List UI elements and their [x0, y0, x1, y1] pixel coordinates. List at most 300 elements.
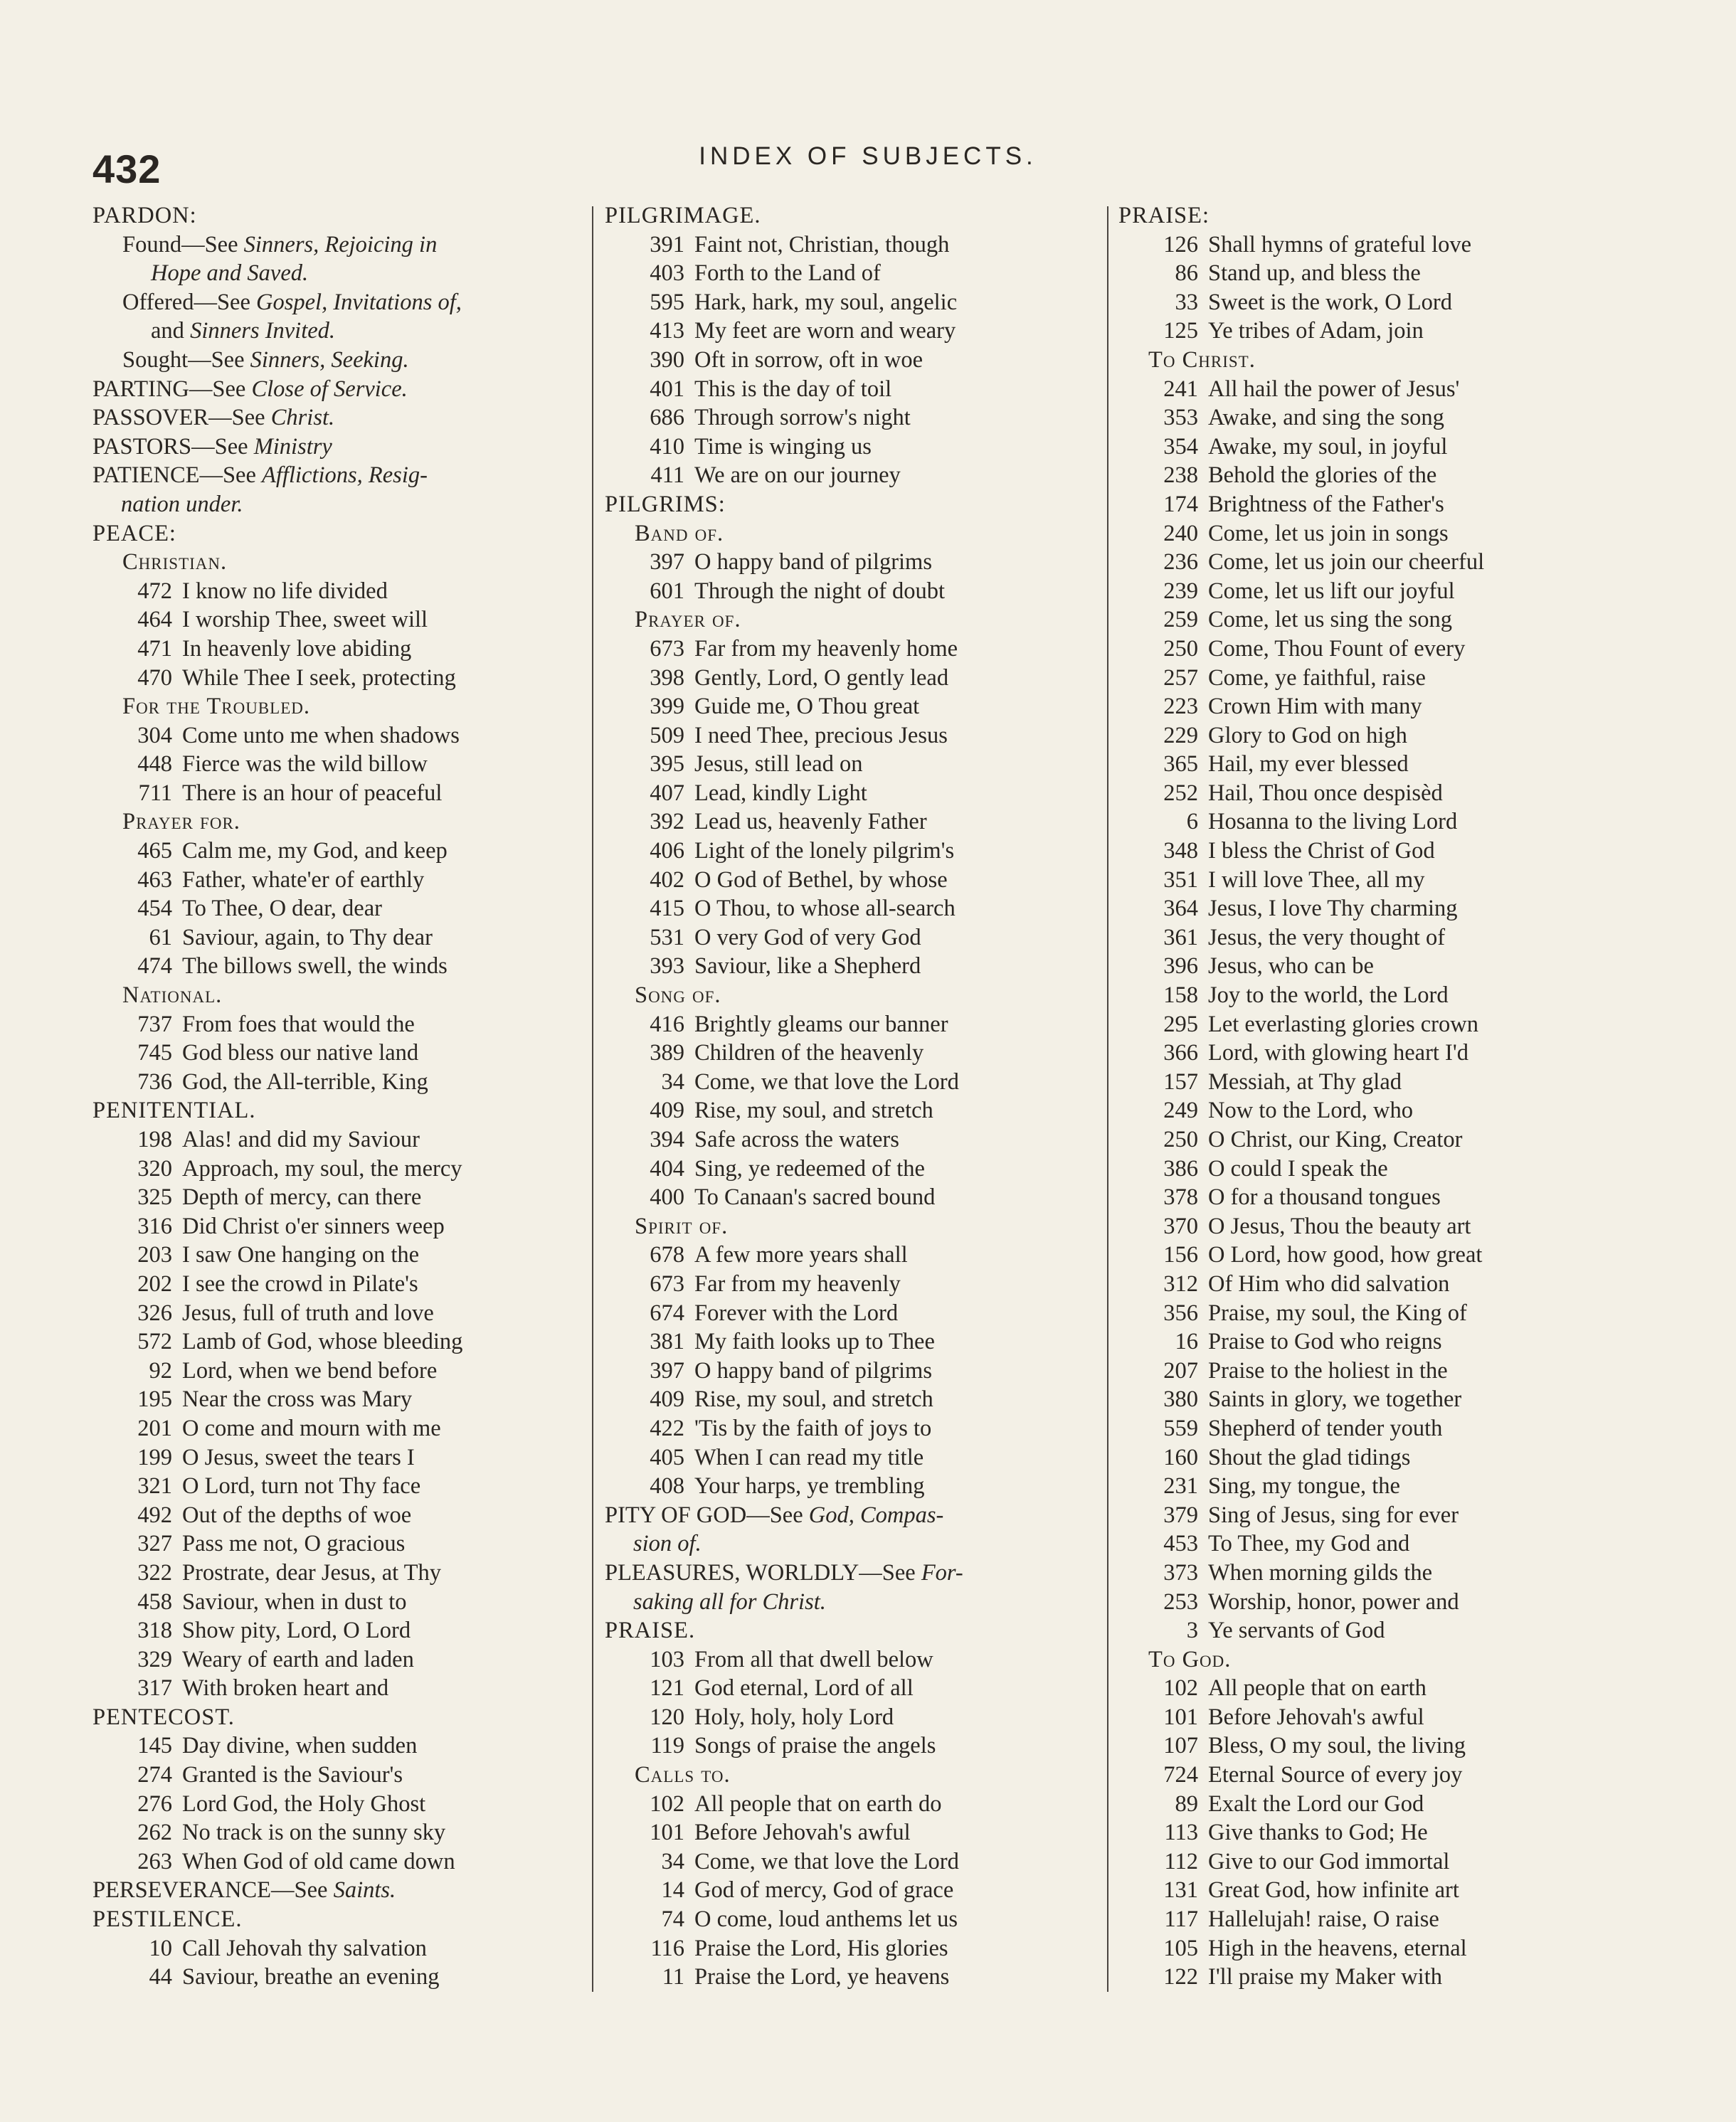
hymn-first-line: All hail the power of Jesus' — [1208, 376, 1460, 402]
hymn-entry — [605, 375, 1103, 404]
hymn-entry — [605, 461, 1103, 490]
cross-reference — [92, 230, 591, 288]
hymn-number: 724 — [1163, 1762, 1198, 1788]
hymn-first-line: Lead, kindly Light — [694, 780, 867, 806]
hymn-first-line: Day divine, when sudden — [182, 1733, 418, 1759]
hymn-first-line: Through the night of doubt — [694, 578, 946, 604]
hymn-entry — [1118, 1472, 1616, 1501]
subheading: Prayer for. — [122, 809, 240, 835]
hymn-entry — [605, 1299, 1103, 1328]
hymn-entry — [1118, 548, 1616, 577]
hymn-first-line: Out of the depths of woe — [182, 1502, 412, 1528]
hymn-entry — [605, 635, 1103, 664]
hymn-entry — [92, 1963, 591, 1992]
hymn-entry — [605, 1847, 1103, 1877]
hymn-number: 448 — [137, 751, 172, 778]
hymn-number: 389 — [650, 1040, 684, 1066]
hymn-first-line: Praise to God who reigns — [1208, 1329, 1442, 1355]
hymn-first-line: There is an hour of peaceful — [182, 780, 443, 806]
hymn-first-line: Brightness of the Father's — [1208, 491, 1444, 517]
hymn-first-line: Sing, my tongue, the — [1208, 1473, 1400, 1500]
hymn-number: 112 — [1164, 1848, 1198, 1874]
hymn-number: 317 — [137, 1675, 172, 1702]
reference-lead: Sought—See — [122, 346, 250, 373]
hymn-number: 736 — [137, 1068, 172, 1095]
page-title: INDEX OF SUBJECTS. — [699, 142, 1037, 170]
hymn-number: 34 — [661, 1068, 684, 1095]
hymn-number: 386 — [1163, 1155, 1198, 1182]
hymn-number: 601 — [650, 578, 684, 604]
hymn-number: 236 — [1163, 549, 1198, 575]
hymn-entry — [605, 1183, 1103, 1212]
hymn-entry — [605, 403, 1103, 433]
hymn-number: 3 — [1186, 1618, 1198, 1644]
hymn-entry — [605, 1068, 1103, 1097]
column-divider — [592, 206, 593, 1992]
hymn-entry — [1118, 866, 1616, 895]
hymn-entry — [1118, 1299, 1616, 1328]
hymn-number: 711 — [138, 780, 172, 806]
hymn-number: 458 — [137, 1588, 172, 1615]
hymn-entry — [605, 288, 1103, 317]
hymn-first-line: Far from my heavenly — [694, 1270, 901, 1297]
hymn-first-line: Come, ye faithful, raise — [1208, 664, 1426, 691]
hymn-entry — [1118, 952, 1616, 981]
hymn-first-line: O God of Bethel, by whose — [694, 866, 948, 893]
hymn-entry — [1118, 807, 1616, 837]
hymn-entry — [1118, 433, 1616, 462]
hymn-first-line: When I can read my title — [694, 1444, 924, 1470]
reference-target: Sinners Invited. — [190, 318, 336, 344]
subheading: Prayer of. — [635, 607, 741, 633]
hymn-number: 403 — [650, 260, 684, 287]
hymn-number: 131 — [1163, 1877, 1198, 1904]
hymn-number: 174 — [1163, 491, 1198, 517]
hymn-entry — [92, 1847, 591, 1877]
reference-continuation — [605, 1529, 1103, 1559]
hymn-entry — [92, 1645, 591, 1675]
subject-heading: PRAISE: — [1118, 203, 1210, 228]
hymn-number: 380 — [1163, 1386, 1198, 1413]
hymn-first-line: Children of the heavenly — [694, 1040, 924, 1066]
hymn-first-line: I worship Thee, sweet will — [182, 607, 428, 633]
hymn-entry — [605, 346, 1103, 375]
hymn-first-line: Depth of mercy, can there — [182, 1184, 422, 1211]
hymn-number: 223 — [1163, 694, 1198, 720]
hymn-first-line: To Thee, my God and — [1208, 1531, 1410, 1557]
hymn-entry — [605, 1731, 1103, 1761]
reference-continuation — [122, 259, 591, 288]
hymn-first-line: I see the crowd in Pilate's — [182, 1270, 418, 1297]
cross-reference — [92, 346, 591, 375]
hymn-entry — [92, 1472, 591, 1501]
hymn-first-line: Praise the Lord, ye heavens — [694, 1964, 950, 1990]
hymn-number: 397 — [650, 549, 684, 575]
hymn-number: 394 — [650, 1127, 684, 1152]
hymn-number: 318 — [137, 1618, 172, 1644]
hymn-entry — [92, 577, 591, 606]
hymn-entry — [1118, 1529, 1616, 1559]
hymn-number: 320 — [137, 1155, 172, 1182]
hymn-first-line: Hosanna to the living Lord — [1208, 809, 1458, 835]
subject-heading: PILGRIMAGE. — [605, 203, 761, 228]
hymn-first-line: Guide me, O Thou great — [694, 694, 920, 720]
hymn-entry — [1118, 1270, 1616, 1299]
hymn-entry — [92, 1559, 591, 1588]
hymn-entry — [92, 1529, 591, 1559]
reference-lead: PASSOVER—See — [92, 405, 271, 431]
hymn-entry — [605, 837, 1103, 866]
hymn-entry — [1118, 635, 1616, 664]
reference-target: Christ. — [270, 405, 335, 431]
hymn-first-line: Worship, honor, power and — [1208, 1588, 1459, 1615]
hymn-first-line: Lord, with glowing heart I'd — [1208, 1040, 1468, 1066]
hymn-number: 312 — [1163, 1270, 1198, 1297]
hymn-first-line: We are on our journey — [694, 462, 901, 489]
hymn-entry — [92, 1068, 591, 1097]
hymn-entry — [1118, 375, 1616, 404]
hymn-first-line: Come, we that love the Lord — [694, 1068, 959, 1095]
index-column-1 — [92, 201, 591, 1992]
hymn-entry — [1118, 1818, 1616, 1847]
reference-lead: Found—See — [122, 231, 244, 258]
hymn-first-line: My feet are worn and weary — [694, 318, 956, 344]
hymn-number: 373 — [1163, 1559, 1198, 1586]
hymn-number: 325 — [137, 1184, 172, 1211]
reference-target: Saints. — [333, 1877, 396, 1904]
hymn-number: 400 — [650, 1184, 684, 1211]
hymn-entry — [605, 577, 1103, 606]
hymn-number: 370 — [1163, 1213, 1198, 1239]
hymn-first-line: Saviour, like a Shepherd — [694, 953, 921, 980]
hymn-entry — [92, 1443, 591, 1473]
hymn-entry — [605, 1963, 1103, 1992]
hymn-entry — [92, 1616, 591, 1645]
hymn-entry — [92, 1588, 591, 1617]
subject-heading: PENTECOST. — [92, 1704, 235, 1730]
reference-target: Close of Service. — [251, 376, 408, 402]
reference-target: Hope and Saved. — [151, 260, 309, 287]
index-column-2 — [605, 201, 1103, 1992]
reference-lead: PARTING—See — [92, 376, 252, 402]
hymn-number: 231 — [1163, 1473, 1198, 1500]
hymn-entry — [605, 894, 1103, 923]
hymn-entry — [605, 230, 1103, 260]
subheading: Spirit of. — [635, 1213, 729, 1239]
hymn-entry — [92, 1039, 591, 1068]
hymn-entry — [1118, 1212, 1616, 1241]
hymn-number: 241 — [1163, 376, 1198, 402]
hymn-number: 74 — [661, 1906, 684, 1933]
hymn-number: 102 — [1163, 1675, 1198, 1702]
hymn-entry — [605, 1125, 1103, 1155]
hymn-first-line: Sing, ye redeemed of the — [694, 1155, 925, 1182]
hymn-number: 678 — [650, 1242, 684, 1268]
hymn-entry — [92, 1934, 591, 1963]
hymn-entry — [1118, 1327, 1616, 1357]
hymn-number: 404 — [650, 1155, 684, 1182]
hymn-first-line: Safe across the waters — [694, 1127, 899, 1152]
hymn-number: 119 — [650, 1733, 684, 1759]
hymn-number: 392 — [650, 809, 684, 835]
hymn-number: 274 — [137, 1762, 172, 1788]
hymn-entry — [1118, 664, 1616, 693]
hymn-first-line: All people that on earth — [1208, 1675, 1427, 1702]
hymn-number: 413 — [650, 318, 684, 344]
hymn-number: 102 — [650, 1791, 684, 1817]
hymn-first-line: From all that dwell below — [694, 1646, 933, 1672]
subject-heading: PESTILENCE. — [92, 1906, 243, 1933]
hymn-number: 295 — [1163, 1011, 1198, 1037]
hymn-number: 398 — [650, 664, 684, 691]
hymn-entry — [92, 1270, 591, 1299]
cross-reference — [92, 433, 591, 462]
hymn-number: 44 — [149, 1964, 172, 1990]
page-number: 432 — [92, 147, 162, 191]
hymn-first-line: Pass me not, O gracious — [182, 1531, 406, 1557]
hymn-entry — [92, 837, 591, 866]
hymn-first-line: Time is winging us — [694, 433, 872, 460]
hymn-number: 203 — [137, 1242, 172, 1268]
hymn-first-line: Behold the glories of the — [1208, 462, 1437, 489]
hymn-first-line: Brightly gleams our banner — [694, 1011, 948, 1037]
hymn-number: 263 — [137, 1848, 172, 1874]
hymn-number: 259 — [1163, 607, 1198, 633]
hymn-entry — [605, 1703, 1103, 1732]
hymn-first-line: Give thanks to God; He — [1208, 1820, 1428, 1846]
hymn-first-line: O Lord, turn not Thy face — [182, 1473, 421, 1500]
hymn-entry — [1118, 490, 1616, 519]
hymn-entry — [1118, 461, 1616, 490]
hymn-first-line: Fierce was the wild billow — [182, 751, 428, 778]
hymn-number: 559 — [1163, 1415, 1198, 1441]
hymn-entry — [1118, 1096, 1616, 1125]
hymn-number: 686 — [650, 405, 684, 431]
hymn-number: 409 — [650, 1386, 684, 1413]
hymn-number: 326 — [137, 1300, 172, 1326]
hymn-entry — [1118, 577, 1616, 606]
hymn-entry — [92, 1212, 591, 1241]
hymn-entry — [1118, 1934, 1616, 1963]
reference-target: saking all for Christ. — [633, 1588, 826, 1615]
hymn-number: 674 — [650, 1300, 684, 1326]
reference-target: Ministry — [253, 433, 332, 460]
hymn-first-line: Saints in glory, we together — [1208, 1386, 1462, 1413]
hymn-number: 391 — [650, 231, 684, 258]
hymn-number: 304 — [137, 722, 172, 748]
hymn-first-line: Come unto me when shadows — [182, 722, 460, 748]
hymn-entry — [1118, 1068, 1616, 1097]
hymn-first-line: Rise, my soul, and stretch — [694, 1098, 933, 1124]
hymn-first-line: O happy band of pilgrims — [694, 549, 932, 575]
hymn-entry — [605, 1155, 1103, 1184]
hymn-first-line: This is the day of toil — [694, 376, 892, 402]
reference-target: sion of. — [633, 1531, 702, 1557]
hymn-first-line: Bless, O my soul, the living — [1208, 1733, 1466, 1759]
hymn-number: 117 — [1164, 1906, 1198, 1933]
hymn-first-line: When morning gilds the — [1208, 1559, 1433, 1586]
hymn-number: 249 — [1163, 1098, 1198, 1124]
hymn-entry — [605, 548, 1103, 577]
hymn-first-line: I need Thee, precious Jesus — [694, 722, 948, 748]
hymn-first-line: Songs of praise the angels — [694, 1733, 936, 1759]
hymn-entry — [1118, 1357, 1616, 1386]
hymn-entry — [92, 1790, 591, 1819]
hymn-number: 10 — [149, 1935, 172, 1961]
hymn-number: 416 — [650, 1011, 684, 1037]
hymn-first-line: Approach, my soul, the mercy — [182, 1155, 462, 1182]
hymn-first-line: O very God of very God — [694, 924, 921, 950]
hymn-first-line: O come, loud anthems let us — [694, 1906, 958, 1933]
hymn-entry — [605, 1645, 1103, 1675]
hymn-number: 509 — [650, 722, 684, 748]
hymn-first-line: Come, let us join our cheerful — [1208, 549, 1485, 575]
hymn-first-line: Eternal Source of every joy — [1208, 1762, 1463, 1788]
hymn-first-line: Hallelujah! raise, O raise — [1208, 1906, 1439, 1933]
hymn-number: 422 — [650, 1415, 684, 1441]
subheading: To Christ. — [1148, 346, 1256, 373]
hymn-number: 673 — [650, 635, 684, 662]
hymn-first-line: Forever with the Lord — [694, 1300, 899, 1326]
reference-target: God, Compas- — [808, 1502, 944, 1528]
hymn-number: 745 — [137, 1040, 172, 1066]
reference-target: Gospel, Invitations of, — [256, 289, 462, 315]
hymn-first-line: Hail, my ever blessed — [1208, 751, 1409, 778]
hymn-number: 470 — [137, 664, 172, 691]
subheading: Calls to. — [635, 1762, 731, 1788]
hymn-first-line: Saviour, breathe an evening — [182, 1964, 440, 1990]
hymn-first-line: I bless the Christ of God — [1208, 838, 1435, 864]
hymn-first-line: Prostrate, dear Jesus, at Thy — [182, 1559, 442, 1586]
hymn-number: 348 — [1163, 838, 1198, 864]
hymn-entry — [92, 721, 591, 750]
hymn-number: 195 — [137, 1386, 172, 1413]
hymn-number: 393 — [650, 953, 684, 980]
hymn-number: 407 — [650, 780, 684, 806]
hymn-number: 116 — [650, 1935, 684, 1961]
hymn-first-line: Come, let us sing the song — [1208, 607, 1453, 633]
hymn-entry — [92, 664, 591, 693]
hymn-first-line: No track is on the sunny sky — [182, 1820, 446, 1846]
hymn-entry — [92, 1501, 591, 1530]
hymn-first-line: Oft in sorrow, oft in woe — [694, 346, 923, 373]
hymn-first-line: O Lord, how good, how great — [1208, 1242, 1483, 1268]
cross-reference — [92, 461, 591, 519]
hymn-entry — [605, 952, 1103, 981]
hymn-first-line: Jesus, still lead on — [694, 751, 863, 778]
hymn-first-line: God of mercy, God of grace — [694, 1877, 954, 1904]
hymn-first-line: While Thee I seek, protecting — [182, 664, 456, 691]
hymn-first-line: Lord, when we bend before — [182, 1357, 438, 1384]
hymn-first-line: Near the cross was Mary — [182, 1386, 413, 1413]
hymn-first-line: Now to the Lord, who — [1208, 1098, 1413, 1124]
reference-target: For- — [921, 1559, 963, 1586]
hymn-number: 365 — [1163, 751, 1198, 778]
hymn-first-line: Crown Him with many — [1208, 694, 1422, 720]
hymn-number: 262 — [137, 1820, 172, 1846]
hymn-entry — [92, 1125, 591, 1155]
hymn-entry — [92, 1183, 591, 1212]
hymn-entry — [92, 1299, 591, 1328]
hymn-number: 160 — [1163, 1444, 1198, 1470]
reference-continuation — [122, 317, 591, 346]
hymn-first-line: Jesus, full of truth and love — [182, 1300, 434, 1326]
hymn-first-line: The billows swell, the winds — [182, 953, 448, 980]
hymn-entry — [1118, 1125, 1616, 1155]
hymn-number: 316 — [137, 1213, 172, 1239]
hymn-entry — [605, 721, 1103, 750]
hymn-first-line: Rise, my soul, and stretch — [694, 1386, 933, 1413]
hymn-number: 327 — [137, 1531, 172, 1557]
hymn-number: 101 — [1163, 1704, 1198, 1730]
hymn-entry — [1118, 894, 1616, 923]
hymn-entry — [92, 750, 591, 779]
hymn-entry — [1118, 1790, 1616, 1819]
hymn-first-line: Faint not, Christian, though — [694, 231, 950, 258]
hymn-entry — [1118, 1847, 1616, 1877]
hymn-number: 250 — [1163, 635, 1198, 662]
hymn-first-line: From foes that would the — [182, 1011, 415, 1037]
hymn-first-line: Stand up, and bless the — [1208, 260, 1421, 287]
hymn-number: 253 — [1163, 1588, 1198, 1615]
index-column-3 — [1118, 201, 1616, 1992]
hymn-number: 737 — [137, 1011, 172, 1037]
hymn-number: 257 — [1163, 664, 1198, 691]
hymn-number: 405 — [650, 1444, 684, 1470]
hymn-number: 202 — [137, 1270, 172, 1297]
hymn-entry — [92, 952, 591, 981]
hymn-entry — [1118, 1731, 1616, 1761]
hymn-first-line: O Christ, our King, Creator — [1208, 1127, 1463, 1152]
hymn-entry — [92, 1327, 591, 1357]
hymn-number: 492 — [137, 1502, 172, 1528]
hymn-number: 86 — [1175, 260, 1198, 287]
hymn-first-line: Jesus, who can be — [1208, 953, 1374, 980]
hymn-number: 381 — [650, 1329, 684, 1355]
hymn-entry — [92, 894, 591, 923]
hymn-first-line: Joy to the world, the Lord — [1208, 982, 1449, 1009]
hymn-number: 406 — [650, 838, 684, 864]
hymn-number: 378 — [1163, 1184, 1198, 1211]
hymn-first-line: Jesus, the very thought of — [1208, 924, 1446, 950]
hymn-entry — [1118, 1501, 1616, 1530]
hymn-first-line: O happy band of pilgrims — [694, 1357, 932, 1384]
reference-target: Sinners, Seeking. — [250, 346, 409, 373]
hymn-first-line: My faith looks up to Thee — [694, 1329, 935, 1355]
hymn-number: 201 — [137, 1415, 172, 1441]
hymn-entry — [605, 1270, 1103, 1299]
hymn-entry — [92, 1385, 591, 1414]
hymn-number: 410 — [650, 433, 684, 460]
hymn-number: 472 — [137, 578, 172, 604]
hymn-number: 126 — [1163, 231, 1198, 258]
hymn-first-line: Gently, Lord, O gently lead — [694, 664, 949, 691]
reference-target: Afflictions, Resig- — [262, 462, 428, 489]
hymn-entry — [1118, 1414, 1616, 1443]
hymn-entry — [1118, 1443, 1616, 1473]
hymn-number: 121 — [650, 1675, 684, 1702]
hymn-first-line: Before Jehovah's awful — [694, 1820, 911, 1846]
hymn-entry — [605, 317, 1103, 346]
hymn-entry — [605, 1385, 1103, 1414]
hymn-first-line: Exalt the Lord our God — [1208, 1791, 1424, 1817]
hymn-number: 34 — [661, 1848, 684, 1874]
subject-heading: PARDON: — [92, 203, 197, 228]
reference-lead: PERSEVERANCE—See — [92, 1877, 334, 1904]
hymn-first-line: Saviour, again, to Thy dear — [182, 924, 433, 950]
hymn-number: 464 — [137, 607, 172, 633]
hymn-entry — [605, 1039, 1103, 1068]
